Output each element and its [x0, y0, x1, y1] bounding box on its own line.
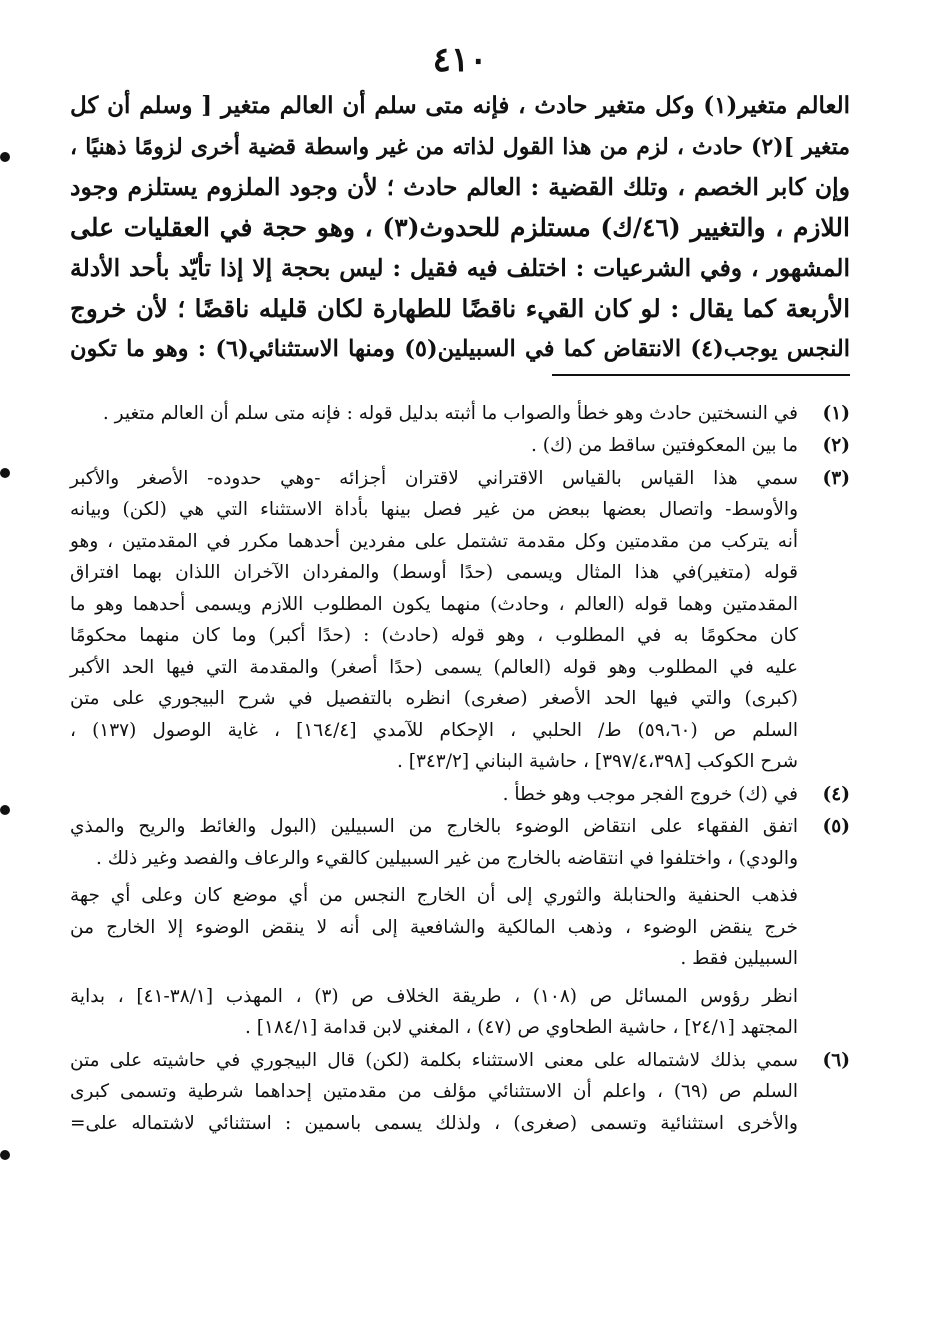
footnote-5 — [70, 811, 850, 1044]
footnote-line: فذهب الحنفية والحنابلة والثوري إلى أن الخارج النجس من أي موضع كان وعلى أي جهة — [70, 885, 798, 906]
footnote-line: قوله (متغير)في هذا المثال ويسمى (حدًا أوسط) والمفردان الآخران اللذان بهما افتراق — [70, 562, 798, 583]
margin-dot — [0, 805, 10, 815]
main-line: النجس يوجب(٤) الانتقاض كما في السبيلين(٥) ومنها الاستثنائي(٦) : وهو ما تكون — [70, 336, 850, 362]
footnote-1 — [70, 398, 850, 430]
footnote-line: أنه يتركب من مقدمتين وكل مقدمة تشتمل على مفردين أحدهما مكرر في المقدمتين ، وهو — [70, 530, 798, 552]
main-line: وإن كابر الخصم ، وتلك القضية : العالم حادث ؛ لأن وجود الملزوم يستلزم وجود — [70, 173, 850, 201]
footnote-3 — [70, 463, 850, 778]
footnote-4 — [70, 779, 850, 811]
footnote-line: عليه في المطلوب وهو قوله (العالم) يسمى (حدًا أصغر) والمقدمة التي فيها الحد الأكبر — [70, 656, 798, 678]
main-line: المشهور ، وفي الشرعيات : اختلف فيه فقيل : ليس بحجة إلا إذا تأيّد بأحد الأدلة — [70, 254, 850, 282]
footnote-paragraph — [70, 880, 798, 975]
footnote-number: (٤) — [822, 783, 850, 805]
footnote-line: والودي) ، واختلفوا في انتقاضه بالخارج من غير السبيلين كالقيء والرعاف والفصد وغير ذلك . — [96, 847, 798, 869]
main-line: العالم متغير(١) وكل متغير حادث ، فإنه متى سلم أن العالم متغير [ وسلم أن كل — [70, 92, 851, 119]
footnote-separator — [552, 374, 850, 376]
footnote-line: انظر رؤوس المسائل ص (١٠٨) ، طريقة الخلاف ص (٣) ، المهذب [٣٨/١-٤١] ، بداية — [70, 985, 798, 1007]
main-line: الأربعة كما يقال : لو كان القيء ناقضًا للطهارة لكان قليله ناقضًا ؛ لأن خروج — [70, 293, 850, 323]
footnotes — [70, 398, 850, 1140]
margin-dot — [0, 1150, 10, 1160]
margin-dot — [0, 152, 10, 162]
footnote-line: المجتهد [٢٤/١] ، حاشية الطحاوي ص (٤٧) ، المغني لابن قدامة [١٨٤/١] . — [245, 1017, 798, 1038]
page-number: ٤١٠ — [432, 40, 488, 80]
footnote-line: ما بين المعكوفتين ساقط من (ك) . — [530, 435, 798, 456]
footnote-number: (٦) — [822, 1049, 850, 1071]
footnote-line: في النسختين حادث وهو خطأ والصواب ما أثبته بدليل قوله : فإنه متى سلم أن العالم متغير . — [102, 402, 798, 424]
footnote-line: سمي هذا القياس بالقياس الاقتراني لاقتران أجزائه -وهي حدوده- الأصغر والأكبر — [70, 467, 798, 489]
footnote-line: السلم ص (٦٩) ، واعلم أن الاستثنائي مؤلف من مقدمتين إحداهما شرطية وتسمى كبرى — [70, 1081, 799, 1102]
footnote-number: (٥) — [822, 816, 850, 837]
footnote-number: (٢) — [822, 435, 850, 456]
footnote-line: شرح الكوكب [٣٩٧/٤،٣٩٨] ، حاشية البناني [٣٤٣/٢] . — [396, 751, 798, 772]
margin-dot — [0, 468, 10, 478]
footnote-number: (٣) — [822, 467, 850, 489]
footnote-line: السلم ص (٥٩،٦٠) ط/ الحلبي ، الإحكام للآمدي [١٦٤/٤] ، غاية الوصول (١٣٧) ، — [70, 719, 798, 741]
footnote-line: كان محكومًا به في المطلوب ، وهو قوله (حادث) : (حدًا أكبر) وما كان منهما محكومًا — [70, 625, 798, 646]
main-text — [70, 86, 850, 370]
footnote-number: (١) — [822, 402, 850, 424]
footnote-line: خرج ينقض الوضوء ، وذهب المالكية والشافعية إلى أنه لا ينقض الوضوء إلا الخارج من — [70, 916, 798, 938]
footnote-line: والأخرى استثنائية وتسمى (صغرى) ، ولذلك يسمى باسمين : استثنائي لاشتماله على= — [70, 1112, 798, 1134]
main-line: اللازم ، والتغيير (٤٦/ك) مستلزم للحدوث(٣) ، وهو حجة في العقليات على — [70, 212, 850, 242]
footnote-line: السبيلين فقط . — [680, 948, 798, 969]
footnote-line: والأوسط- واتصال بعضها ببعض من غير فصل بينها بأداة الاستثناء التي هي (لكن) وبيانه — [70, 499, 798, 520]
footnote-line: في (ك) خروج الفجر موجب وهو خطأ . — [502, 783, 798, 805]
footnote-paragraph — [70, 981, 798, 1044]
footnote-line: اتفق الفقهاء على انتقاض الوضوء بالخارج من السبيلين (البول والغائط والريح والمذي — [70, 816, 798, 837]
footnote-line: المقدمتين وهما قوله (العالم ، وحادث) منهما يكون المطلوب اللازم ويسمى أحدهما وهو ما — [70, 593, 798, 615]
footnote-2 — [70, 430, 850, 462]
footnote-line: (كبرى) والتي فيها الحد الأصغر (صغرى) انظره بالتفصيل في شرح البيجوري على متن — [70, 688, 798, 709]
main-line: متغير ](٢) حادث ، لزم من هذا القول لذاته من غير واسطة قضية أخرى لزومًا ذهنيًا ، — [70, 133, 850, 160]
document-page — [70, 40, 850, 1140]
footnote-line: سمي بذلك لاشتماله على معنى الاستثناء بكلمة (لكن) قال البيجوري في حاشيته على متن — [70, 1049, 798, 1071]
footnote-6 — [70, 1045, 850, 1140]
